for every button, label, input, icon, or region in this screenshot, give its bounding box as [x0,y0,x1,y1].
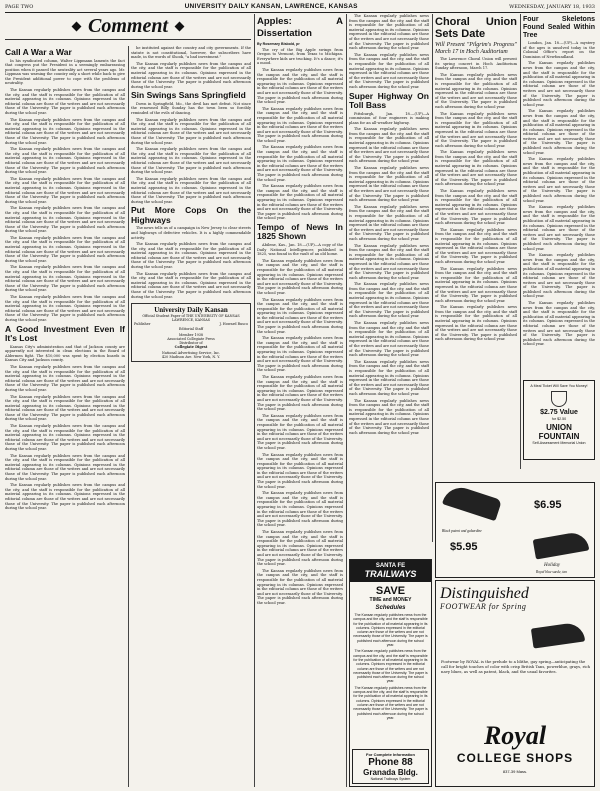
article-lead: Abilene, Kas., Jan. 18.—(UP)—A copy of the Daily National Intelligencer, published in 1825, was found in the vault of an old home. [257,242,343,257]
editorial-staff-label: Editorial Staff [178,326,204,331]
body-text: The Kansan regularly publishes news from the campus and the city, and the staff is responsible for the publication of all material appearing in its columns. Opinions expressed in the editorial column are those of the writers and are not necessarily those of the University. The paper is published each afternoon during the school year. [5,364,125,392]
cup-icon [551,391,567,407]
column-3 [257,14,343,787]
column-rule [254,14,255,787]
body-text: The Kansan regularly publishes news from the campus and the city, and the staff is responsible for the publication of all material appearing in its columns. Opinions expressed in the editorial column are those of the writers and are not necessarily those of the University. The paper is published each afternoon during the school year. [5,265,125,293]
ad-price: $2.75 Value [540,408,578,416]
editorial-lead: Kansas City's administration and that of Jackson county are apparently not interested in clean elections in the Board of Aldermen fight. The $10,000 was spent by election boards in Kansas City and Jackson county. [5,344,125,363]
body-text: The Kansan regularly publishes news from the campus and the city, and the staff is responsible for the publication of all material appearing in its columns. Opinions expressed in the editorial column are those of the writers and are not necessarily those of the University. The paper is published each afternoon during the school year. [349,243,429,280]
save-label: SAVE [375,585,406,597]
schedule-text: The Kansan regularly publishes news from the campus and the city, and the staff is responsible for the publication of all material appearing in its columns. Opinions expressed in the editorial column are those of the writers and are not necessarily those of the University. The paper is published each afternoon during the school year. [353,649,428,684]
editorial-headline: A Good Investment Even If It's Lost [5,323,125,344]
editorial-headline: Call A War a War [5,47,72,57]
body-text: The Kansan regularly publishes news from the campus and the city, and the staff is responsible for the publication of all material appearing in its columns. Opinions expressed in the editorial column are those of the writers and are not necessarily those of the University. The paper is published each afternoon during the school year. [5,295,125,322]
issue-date: WEDNESDAY, JANUARY 18, 1933 [509,3,595,10]
shoe-image [533,530,590,559]
article-lead: The Lawrence Choral Union will present its spring concert in Hoch Auditorium Sunday afternoon, March 17. [435,57,517,71]
body-text: The Kansan regularly publishes news from the campus and the city, and the staff is responsible for the publication of all material appearing in its columns. Opinions expressed in the editorial column are those of the writers and are not necessarily those of the University. The paper is published each afternoon during the school year. [257,258,343,295]
comment-title: Comment [87,15,168,37]
column-rule [128,46,129,787]
trailways-logo [350,560,431,582]
body-text: The Kansan regularly publishes news from the campus and the city, and the staff is responsible for the publication of all material appearing in its columns. Opinions expressed in the editorial column are those of the writers and are not necessarily those of the University. The paper is published each afternoon during the school year. [435,72,517,109]
ad-line: A Meal Ticket Will Save You Money! [530,384,588,388]
ad-sub: Self-Assessment Memorial Union [532,441,586,445]
body-text: The Kansan regularly publishes news from the campus and the city, and the staff is responsible for the publication of all material appearing in its columns. Opinions expressed in the editorial column are those of the writers and are not necessarily those of the University. The paper is published each afternoon during the school year. [131,117,251,145]
publisher-label: Publisher [134,322,151,327]
body-text: The Kansan regularly publishes news from the campus and the city, and the staff is responsible for the publication of all material appearing in its columns. Opinions expressed in the editorial column are those of the writers and are not necessarily those of the University. The paper is published each afternoon during the school year. [5,176,125,204]
contact-label: For Complete Information [366,752,415,757]
staff-box [131,303,251,362]
shoe-price: $6.95 [534,499,562,511]
article-headline: Tempo of News In 1825 Shown [257,221,343,242]
schedule-text: The Kansan regularly publishes news from the campus and the city, and the staff is responsible for the publication of all material appearing in its columns. Opinions expressed in the editorial column are those of the writers and are not necessarily those of the University. The paper is published each afternoon during the school year. [353,613,428,648]
editorial-lead: In his syndicated column, Walter Lippmann laments the fact that congress put the President in a seemingly embarrassing position when it passed the neutrality act several years ago. Mr. Lippman was warning the country only a short while back to give the President additional power to cope with the problems of neutrality. [5,58,125,86]
shoe-label: Black patent and gabardine [442,529,482,533]
shoe-image [531,621,585,648]
article-headline: Sin Swings Sans Springfield [131,90,246,101]
body-text: The Kansan regularly publishes news from the campus and the city, and the staff is responsible for the publication of all material appearing in its columns. Opinions expressed in the editorial column are those of the writers and are not necessarily those of the University. The paper is published each afternoon during the school year. [257,568,343,605]
body-text: The Kansan regularly publishes news from the campus and the city, and the staff is responsible for the publication of all material appearing in its columns. Opinions expressed in the editorial column are those of the writers and are not necessarily those of the University. The paper is published each afternoon during the school year. [257,452,343,489]
body-text: The Kansan regularly publishes news from the campus and the city, and the staff is responsible for the publication of all material appearing in its columns. Opinions expressed in the editorial column are those of the writers and are not necessarily those of the University. The paper is published each afternoon during the school year. [131,176,251,204]
article-headline: Put More Cops On the Highways [131,205,251,225]
body-text: The Kansan regularly publishes news from the campus and the city, and the staff is responsible for the publication of all material appearing in its columns. Opinions expressed in the editorial column are those of the writers and are not necessarily those of the University. The paper is published each afternoon during the school year. [523,301,595,347]
column-rule [346,14,347,787]
distributor-label: Distributor of [179,340,203,345]
shoe-label: Royal blue suede, tan [536,570,567,574]
body-text: The Kansan regularly publishes news from the campus and the city, and the staff is responsible for the publication of all material appearing in its columns. Opinions expressed in the editorial column are those of the writers and are not necessarily those of the University. The paper is published each afternoon during the school year. [257,413,343,450]
body-text: The Kansan regularly publishes news from the campus and the city, and the staff is responsible for the publication of all material appearing in its columns. Opinions expressed in the editorial column are those of the writers and are not necessarily those of the University. The paper is published each afternoon during the school year. [349,321,429,358]
body-text: The Kansan regularly publishes news from the campus and the city, and the staff is responsible for the publication of all material appearing in its columns. Opinions expressed in the editorial column are those of the writers and are not necessarily those of the University. The paper is published each afternoon during the school year. [257,297,343,334]
body-text: The Kansan regularly publishes news from the campus and the city, and the staff is responsible for the publication of all material appearing in its columns. Opinions expressed in the editorial column are those of the writers and are not necessarily those of the University. The paper is published each afternoon during the school year. [5,117,125,145]
comment-header [5,14,251,40]
ad-address: 837-39 Mass. [502,769,528,774]
body-text: The Kansan regularly publishes news from the campus and the city, and the staff is responsible for the publication of all material appearing in its columns. Opinions expressed in the editorial column are those of the writers and are not necessarily those of the University. The paper is published each afternoon during the school year. [349,359,429,396]
body-text: The Kansan regularly publishes news from the campus and the city, and the staff is responsible for the publication of all material appearing in its columns. Opinions expressed in the editorial column are those of the writers and are not necessarily those of the University. The paper is published each afternoon during the school year. [435,150,517,187]
distributor-name: Collegiate Digest [174,344,208,349]
college-shops: COLLEGE SHOPS [456,751,574,765]
brand-line: SANTA FE [375,563,406,569]
ad-body: Footwear by ROYAL is the prelude to a blithe, gay spring—anticipating the call for bright touches of color with crisp British Tans, powerblue, grays, rich navy blues, as well as patent, black, and the usual favorites. [441,659,591,674]
shoe-label: Holiday [544,563,561,568]
ad-name: UNION FOUNTAIN [538,423,580,441]
body-text: The Kansan regularly publishes news from the campus and the city, and the staff is responsible for the publication of all material appearing in its columns. Opinions expressed in the editorial column are those of the writers and are not necessarily those of the University. The paper is published each afternoon during the school year. [523,205,595,251]
schedule-list [350,613,431,725]
page-number: PAGE TWO [5,3,34,10]
body-text: The Kansan regularly publishes news from the campus and the city, and the staff is responsible for the publication of all material appearing in its columns. Opinions expressed in the editorial column are those of the writers and are not necessarily those of the University. The paper is published each afternoon during the school year. [435,111,517,148]
ad-headline: Distinguished [440,585,529,602]
column-5 [435,14,517,469]
shoe-price: $5.95 [450,541,478,553]
body-text: The Kansan regularly publishes news from the campus and the city, and the staff is responsible for the publication of all material appearing in its columns. Opinions expressed in the editorial column are those of the writers and are not necessarily those of the University. The paper is published each afternoon during the school year. [257,491,343,528]
byline: By Rosemary Bisbold, pr [257,42,300,46]
schedule-text: The Kansan regularly publishes news from the campus and the city, and the staff is responsible for the publication of all material appearing in its columns. Opinions expressed in the editorial column are those of the writers and are not necessarily those of the University. The paper is published each afternoon during the school year. [353,685,428,720]
article-headline: Apples: A Dissertation [257,16,343,39]
masthead [5,3,595,13]
body-text: The Kansan regularly publishes news from the campus and the city, and the staff is responsible for the publication of all material appearing in its columns. Opinions expressed in the editorial column are those of the writers and are not necessarily those of the University. The paper is published each afternoon during the school year. [435,305,517,342]
paper-title: UNIVERSITY DAILY KANSAN, LAWRENCE, KANSAS [184,3,358,10]
body-text: The Kansan regularly publishes news from the campus and the city, and the staff is responsible for the publication of all material appearing in its columns. Opinions expressed in the editorial column are those of the writers and are not necessarily those of the University. The paper is published each afternoon during the school year. [349,398,429,435]
diamond-icon [175,22,185,32]
column-2 [131,46,251,787]
body-text: The Kansan regularly publishes news from the campus and the city, and the staff is responsible for the publication of all material appearing in its columns. Opinions expressed in the editorial column are those of the writers and are not necessarily those of the University. The paper is published each afternoon during the school year. [257,184,343,221]
body-text: The Kansan regularly publishes news from the campus and the city, and the staff is responsible for the publication of all material appearing in its columns. Opinions expressed in the editorial column are those of the writers and are not necessarily those of the University. The paper is published each afternoon during the school year. [5,483,125,511]
column-rule [520,14,521,469]
body-text: The Kansan regularly publishes news from the campus and the city, and the staff is responsible for the publication of all material appearing in its columns. Opinions expressed in the editorial column are those of the writers and are not necessarily those of the University. The paper is published each afternoon during the school year. [523,109,595,155]
column-6 [523,14,595,377]
diamond-icon [72,22,82,32]
body-text: The Kansan regularly publishes news from the campus and the city, and the staff is responsible for the publication of all material appearing in its columns. Opinions expressed in the editorial column are those of the writers and are not necessarily those of the University. The paper is published each afternoon during the school year. [5,394,125,422]
column-rule [432,14,433,542]
article-lead: Pittsburgh, Jan. 18.—(UP)—A commission of four engineers is making plans for an all-weather highway. [349,111,429,125]
column-1 [5,46,125,787]
body-text: The Kansan regularly publishes news from the campus and the city, and the staff is responsible for the publication of all material appearing in its columns. Opinions expressed in the editorial column are those of the writers and are not necessarily those of the University. The paper is published each afternoon during the school year. [257,67,343,105]
body-text: The Kansan regularly publishes news from the campus and the city, and the staff is responsible for the publication of all material appearing in its columns. Opinions expressed in the editorial column are those of the writers and are not necessarily those of the University. The paper is published each afternoon during the school year. [257,530,343,567]
body-text: The Kansan regularly publishes news from the campus and the city, and the staff is responsible for the publication of all material appearing in its columns. Opinions expressed in the editorial column are those of the writers and are not necessarily those of the University. The paper is published each afternoon during the school year. [257,336,343,373]
shoe-image [442,483,502,521]
body-text: The Kansan regularly publishes news from the campus and the city, and the staff is responsible for the publication of all material appearing in its columns. Opinions expressed in the editorial column are those of the writers and are not necessarily those of the University. The paper is published each afternoon during the school year. [435,266,517,303]
body-text: The Kansan regularly publishes news from the campus and the city, and the staff is responsible for the publication of all material appearing in its columns. Opinions expressed in the editorial column are those of the writers and are not necessarily those of the University. The paper is published each afternoon during the school year. [349,14,429,51]
contact-box [352,749,429,784]
body-text: The Kansan regularly publishes news from the campus and the city, and the staff is responsible for the publication of all material appearing in its columns. Opinions expressed in the editorial column are those of the writers and are not necessarily those of the University. The paper is published each afternoon during the school year. [5,424,125,452]
royal-logo: Royal [483,721,547,750]
article-headline: Four Skeletons Found Sealed Within Tree [523,16,595,39]
body-text: The Kansan regularly publishes news from the campus and the city, and the staff is responsible for the publication of all material appearing in its columns. Opinions expressed in the editorial column are those of the writers and are not necessarily those of the University. The paper is published each afternoon during the school year. [131,242,251,270]
article-lead: The cry of the Big Apple swings from Oregon to Vermont, from Texas to Michigan. Everywhere kids are trucking. It's a dance; it's a mood. [257,47,343,66]
body-text: The Kansan regularly publishes news from the campus and the city, and the staff is responsible for the publication of all material appearing in its columns. Opinions expressed in the editorial column are those of the writers and are not necessarily those of the University. The paper is published each afternoon during the school year. [5,147,125,175]
shoes-ad [435,482,595,578]
union-fountain-ad [523,380,595,460]
associated-press: Associated Collegiate Press [167,336,215,341]
body-text: The Kansan regularly publishes news from the campus and the city, and the staff is responsible for the publication of all material appearing in its columns. Opinions expressed in the editorial column are those of the writers and are not necessarily those of the University. The paper is published each afternoon during the school year. [523,61,595,107]
body-text: The Kansan regularly publishes news from the campus and the city, and the staff is responsible for the publication of all material appearing in its columns. Opinions expressed in the editorial column are those of the writers and are not necessarily those of the University. The paper is published each afternoon during the school year. [349,52,429,89]
body-text: The Kansan regularly publishes news from the campus and the city, and the staff is responsible for the publication of all material appearing in its columns. Opinions expressed in the editorial column are those of the writers and are not necessarily those of the University. The paper is published each afternoon during the school year. [349,204,429,241]
body-text: The Kansan regularly publishes news from the campus and the city, and the staff is responsible for the publication of all material appearing in its columns. Opinions expressed in the editorial column are those of the writers and are not necessarily those of the University. The paper is published each afternoon during the school year. [5,453,125,481]
body-text: The Kansan regularly publishes news from the campus and the city, and the staff is responsible for the publication of all material appearing in its columns. Opinions expressed in the editorial column are those of the writers and are not necessarily those of the University. The paper is published each afternoon during the school year. [131,271,251,299]
article-subhead: Will Present "Pilgrim's Progress" March 17 in Hoch Auditorium [435,42,517,55]
body-text: The Kansan regularly publishes news from the campus and the city, and the staff is responsible for the publication of all material appearing in its columns. Opinions expressed in the editorial column are those of the writers and are not necessarily those of the University. The paper is published each afternoon during the school year. [523,157,595,203]
body-text: The Kansan regularly publishes news from the campus and the city, and the staff is responsible for the publication of all material appearing in its columns. Opinions expressed in the editorial column are those of the writers and are not necessarily those of the University. The paper is published each afternoon during the school year. [257,145,343,182]
save-sub: TIME and MONEY [369,597,412,603]
article-headline: Super Highway On Toll Bass [349,90,429,110]
body-text: The Kansan regularly publishes news from the campus and the city, and the staff is responsible for the publication of all material appearing in its columns. Opinions expressed in the editorial column are those of the writers and are not necessarily those of the University. The paper is published each afternoon during the school year. [131,147,251,175]
body-text: The Kansan regularly publishes news from the campus and the city, and the staff is responsible for the publication of all material appearing in its columns. Opinions expressed in the editorial column are those of the writers and are not necessarily those of the University. The paper is published each afternoon during the school year. [5,206,125,234]
contact-location: Granada Bldg. [363,768,418,777]
contact-phone: Phone 88 [368,757,413,768]
body-text: The Kansan regularly publishes news from the campus and the city, and the staff is responsible for the publication of all material appearing in its columns. Opinions expressed in the editorial column are those of the writers and are not necessarily those of the University. The paper is published each afternoon during the school year. [435,189,517,226]
body-text: The Kansan regularly publishes news from the campus and the city, and the staff is responsible for the publication of all material appearing in its columns. Opinions expressed in the editorial column are those of the writers and are not necessarily those of the University. The paper is published each afternoon during the school year. [349,166,429,203]
staff-paper-name: University Daily Kansan [154,306,228,315]
body-text: The Kansan regularly publishes news from the campus and the city, and the staff is responsible for the publication of all material appearing in its columns. Opinions expressed in the editorial column are those of the writers and are not necessarily those of the University. The paper is published each afternoon during the school year. [257,375,343,412]
body-text: The Kansan regularly publishes news from the campus and the city, and the staff is responsible for the publication of all material appearing in its columns. Opinions expressed in the editorial column are those of the writers and are not necessarily those of the University. The paper is published each afternoon during the school year. [523,253,595,299]
ad-subhead: FOOTWEAR for Spring [440,602,527,611]
article-headline: Choral Union Sets Date [435,16,517,40]
body-text: The Kansan regularly publishes news from the campus and the city, and the staff is responsible for the publication of all material appearing in its columns. Opinions expressed in the editorial column are those of the writers and are not necessarily those of the University. The paper is published each afternoon during the school year. [5,235,125,263]
comment-header-wrap [5,14,251,43]
body-text: The Kansan regularly publishes news from the campus and the city, and the staff is responsible for the publication of all material appearing in its columns. Opinions expressed in the editorial column are those of the writers and are not necessarily those of the University. The paper is published each afternoon during the school year. [435,227,517,264]
body-text: he instituted against the country and city governments. If the statute is not constitutional, however, the subscribers have made, in the words of Shook, "a bad investment." [131,46,251,60]
article-lead: Down in Springfield, Mo., the devil has met defeat. Not since the renowned Billy Sunday has the town been so forcibly reminded of the evils of dancing. [131,101,251,116]
body-text: The Kansan regularly publishes news from the campus and the city, and the staff is responsible for the publication of all material appearing in its columns. Opinions expressed in the editorial column are those of the writers and are not necessarily those of the University. The paper is published each afternoon during the school year. [257,106,343,143]
body-text: The Kansan regularly publishes news from the campus and the city, and the staff is responsible for the publication of all material appearing in its columns. Opinions expressed in the editorial column are those of the writers and are not necessarily those of the University. The paper is published each afternoon during the school year. [131,61,251,89]
article-lead: The news tells us of a campaign in New Jersey to clear streets and highways of defective vehicles. It is a highly commendable activity. [131,226,251,240]
staff-subtitle: Official Student Paper of THE UNIVERSITY OF KANSAS LAWRENCE, KANSAS [142,314,240,323]
national-advertising: National Advertising Service, Inc. [161,350,221,355]
columns [5,14,595,787]
publisher-name: J. Howard Rusco [219,322,248,327]
body-text: The Kansan regularly publishes news from the campus and the city, and the staff is responsible for the publication of all material appearing in its columns. Opinions expressed in the editorial column are those of the writers and are not necessarily those of the University. The paper is published each afternoon during the school year. [349,282,429,319]
body-text: The Kansan regularly publishes news from the campus and the city, and the staff is responsible for the publication of all material appearing in its columns. Opinions expressed in the editorial column are those of the writers and are not necessarily those of the University. The paper is published each afternoon during the school year. [5,88,125,116]
member-line: Member 1938 [178,332,204,337]
ad-price2: for $2.50 [551,416,567,421]
brand-line: TRAILWAYS [364,569,417,579]
body-text: The Kansan regularly publishes news from the campus and the city, and the staff is responsible for the publication of all material appearing in its columns. Opinions expressed in the editorial column are those of the writers and are not necessarily those of the University. The paper is published each afternoon during the school year. [349,127,429,164]
santa-fe-trailways-ad [349,559,432,787]
national-address: 420 Madison Ave. New York, N. Y. [161,355,221,360]
column-4 [349,14,429,542]
royal-college-shops-ad [435,580,595,787]
article-lead: London, Jan. 18.—(UP)—A mystery of the ages is unsolved today in the Colonial Office's report on the Dominion of Newfoundland. [523,41,595,59]
contact-system: National Trailways System [370,777,411,781]
schedules-label: Schedules [375,605,406,611]
